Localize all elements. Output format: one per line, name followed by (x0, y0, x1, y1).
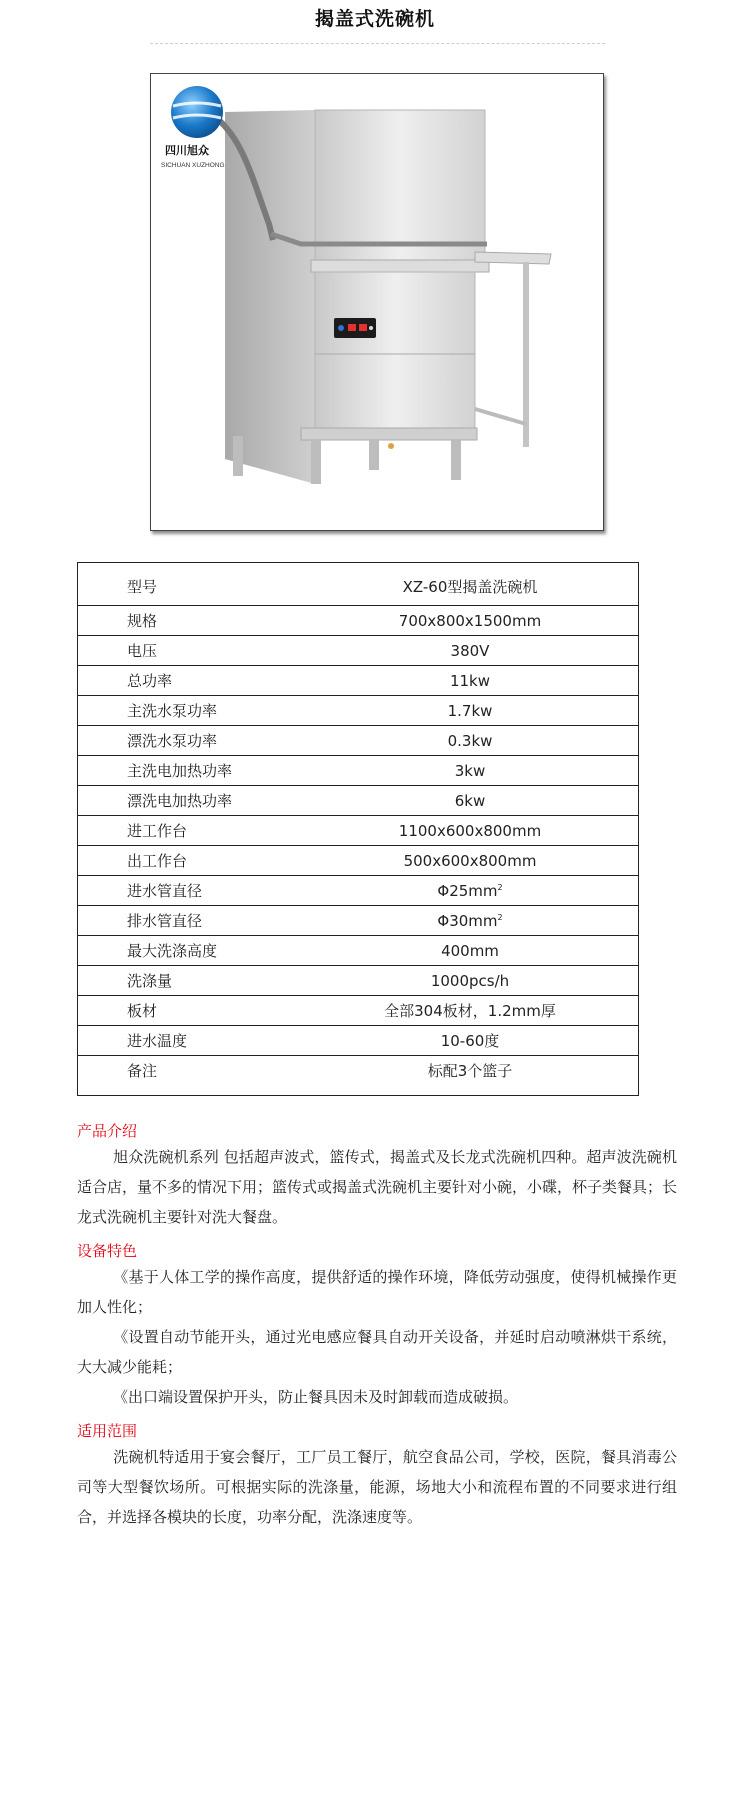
spec-row (78, 666, 638, 696)
spec-row (78, 726, 638, 756)
spec-label: 洗涤量 (78, 966, 372, 996)
feature-item: 《设置自动节能开头，通过光电感应餐具自动开关设备，并延时启动喷淋烘干系统，大大减少能耗； (77, 1328, 677, 1376)
feature-item: 《出口端设置保护开头，防止餐具因未及时卸载而造成破损。 (113, 1388, 519, 1406)
spec-value: 3kw (372, 756, 638, 786)
spec-label: 主洗水泵功率 (78, 696, 372, 726)
spec-value: $\Phi 25mm^2$ (372, 876, 638, 906)
spec-label: 进工作台 (78, 816, 372, 846)
spec-value: 400mm (372, 936, 638, 966)
scope-text (77, 1442, 677, 1532)
unit-superscript: 2 (497, 882, 503, 892)
spec-value: 1000pcs/h (372, 966, 638, 996)
spec-row (78, 696, 638, 726)
title-divider (150, 43, 605, 44)
spec-row (78, 966, 638, 996)
intro-text (77, 1142, 677, 1232)
spec-value: 0.3kw (372, 726, 638, 756)
spec-row (78, 816, 638, 846)
spec-value: $\Phi 30mm^2$ (372, 906, 638, 936)
spec-label: 电压 (78, 636, 372, 666)
spec-row (78, 1026, 638, 1056)
page-title: 揭盖式洗碗机 (314, 8, 435, 30)
features-list (77, 1262, 677, 1412)
spec-row (78, 786, 638, 816)
spec-label: 板材 (78, 996, 372, 1026)
spec-value: 6kw (372, 786, 638, 816)
logo-brand-en: SICHUAN XUZHONG (161, 162, 225, 169)
spec-label: 进水管直径 (78, 876, 372, 906)
spec-value: XZ-60型揭盖洗碗机 (372, 563, 638, 606)
spec-value: 标配3个篮子 (427, 1062, 513, 1080)
spec-label: 规格 (78, 606, 372, 636)
logo-brand-cn: 四川旭众 (165, 144, 209, 157)
spec-value: 700x800x1500mm (372, 606, 638, 636)
product-photo (150, 73, 604, 531)
spec-row (78, 846, 638, 876)
spec-value: 11kw (372, 666, 638, 696)
spec-label: 总功率 (78, 666, 372, 696)
intro-heading: 产品介绍 (77, 1122, 138, 1140)
spec-row (78, 876, 638, 906)
spec-value: 10-60度 (372, 1026, 638, 1056)
spec-label: 漂洗水泵功率 (78, 726, 372, 756)
brand-logo (171, 86, 223, 138)
dishwasher-illustration (151, 74, 603, 530)
spec-value: 全部304板材，1.2mm厚 (372, 996, 638, 1026)
spec-label: 型号 (78, 563, 372, 606)
spec-label: 备注 (127, 1062, 158, 1080)
spec-label: 进水温度 (78, 1026, 372, 1056)
spec-label: 排水管直径 (78, 906, 372, 936)
spec-table (77, 562, 639, 1096)
scope-heading: 适用范围 (77, 1422, 138, 1440)
scope-body: 洗碗机特适用于宴会餐厅，工厂员工餐厅，航空食品公司，学校，医院，餐具消毒公司等大型餐饮场所。可根据实际的洗涤量，能源，场地大小和流程布置的不同要求进行组合，并选择各模块的长度，功率分配，洗涤速度等。 (77, 1448, 677, 1526)
unit-superscript: 2 (497, 912, 503, 922)
spec-row (78, 1056, 638, 1086)
feature-item: 《基于人体工学的操作高度，提供舒适的操作环境，降低劳动强度，使得机械操作更加人性化； (77, 1268, 677, 1316)
spec-row (78, 996, 638, 1026)
features-heading: 设备特色 (77, 1242, 138, 1260)
spec-row (78, 636, 638, 666)
spec-value: 1.7kw (372, 696, 638, 726)
intro-body: 旭众洗碗机系列 包括超声波式，篮传式，揭盖式及长龙式洗碗机四种。超声波洗碗机适合店，量不多的情况下用；篮传式或揭盖式洗碗机主要针对小碗，小碟，杯子类餐具；长龙式洗碗机主要针对洗大餐盘。 (77, 1148, 678, 1226)
spec-value: 500x600x800mm (372, 846, 638, 876)
spec-label: 最大洗涤高度 (78, 936, 372, 966)
spec-label: 漂洗电加热功率 (78, 786, 372, 816)
spec-row (78, 563, 638, 606)
spec-row (78, 936, 638, 966)
spec-row (78, 906, 638, 936)
spec-value: 380V (372, 636, 638, 666)
spec-row (78, 606, 638, 636)
spec-label: 主洗电加热功率 (78, 756, 372, 786)
spec-value: 1100x600x800mm (372, 816, 638, 846)
spec-row (78, 756, 638, 786)
spec-label: 出工作台 (78, 846, 372, 876)
